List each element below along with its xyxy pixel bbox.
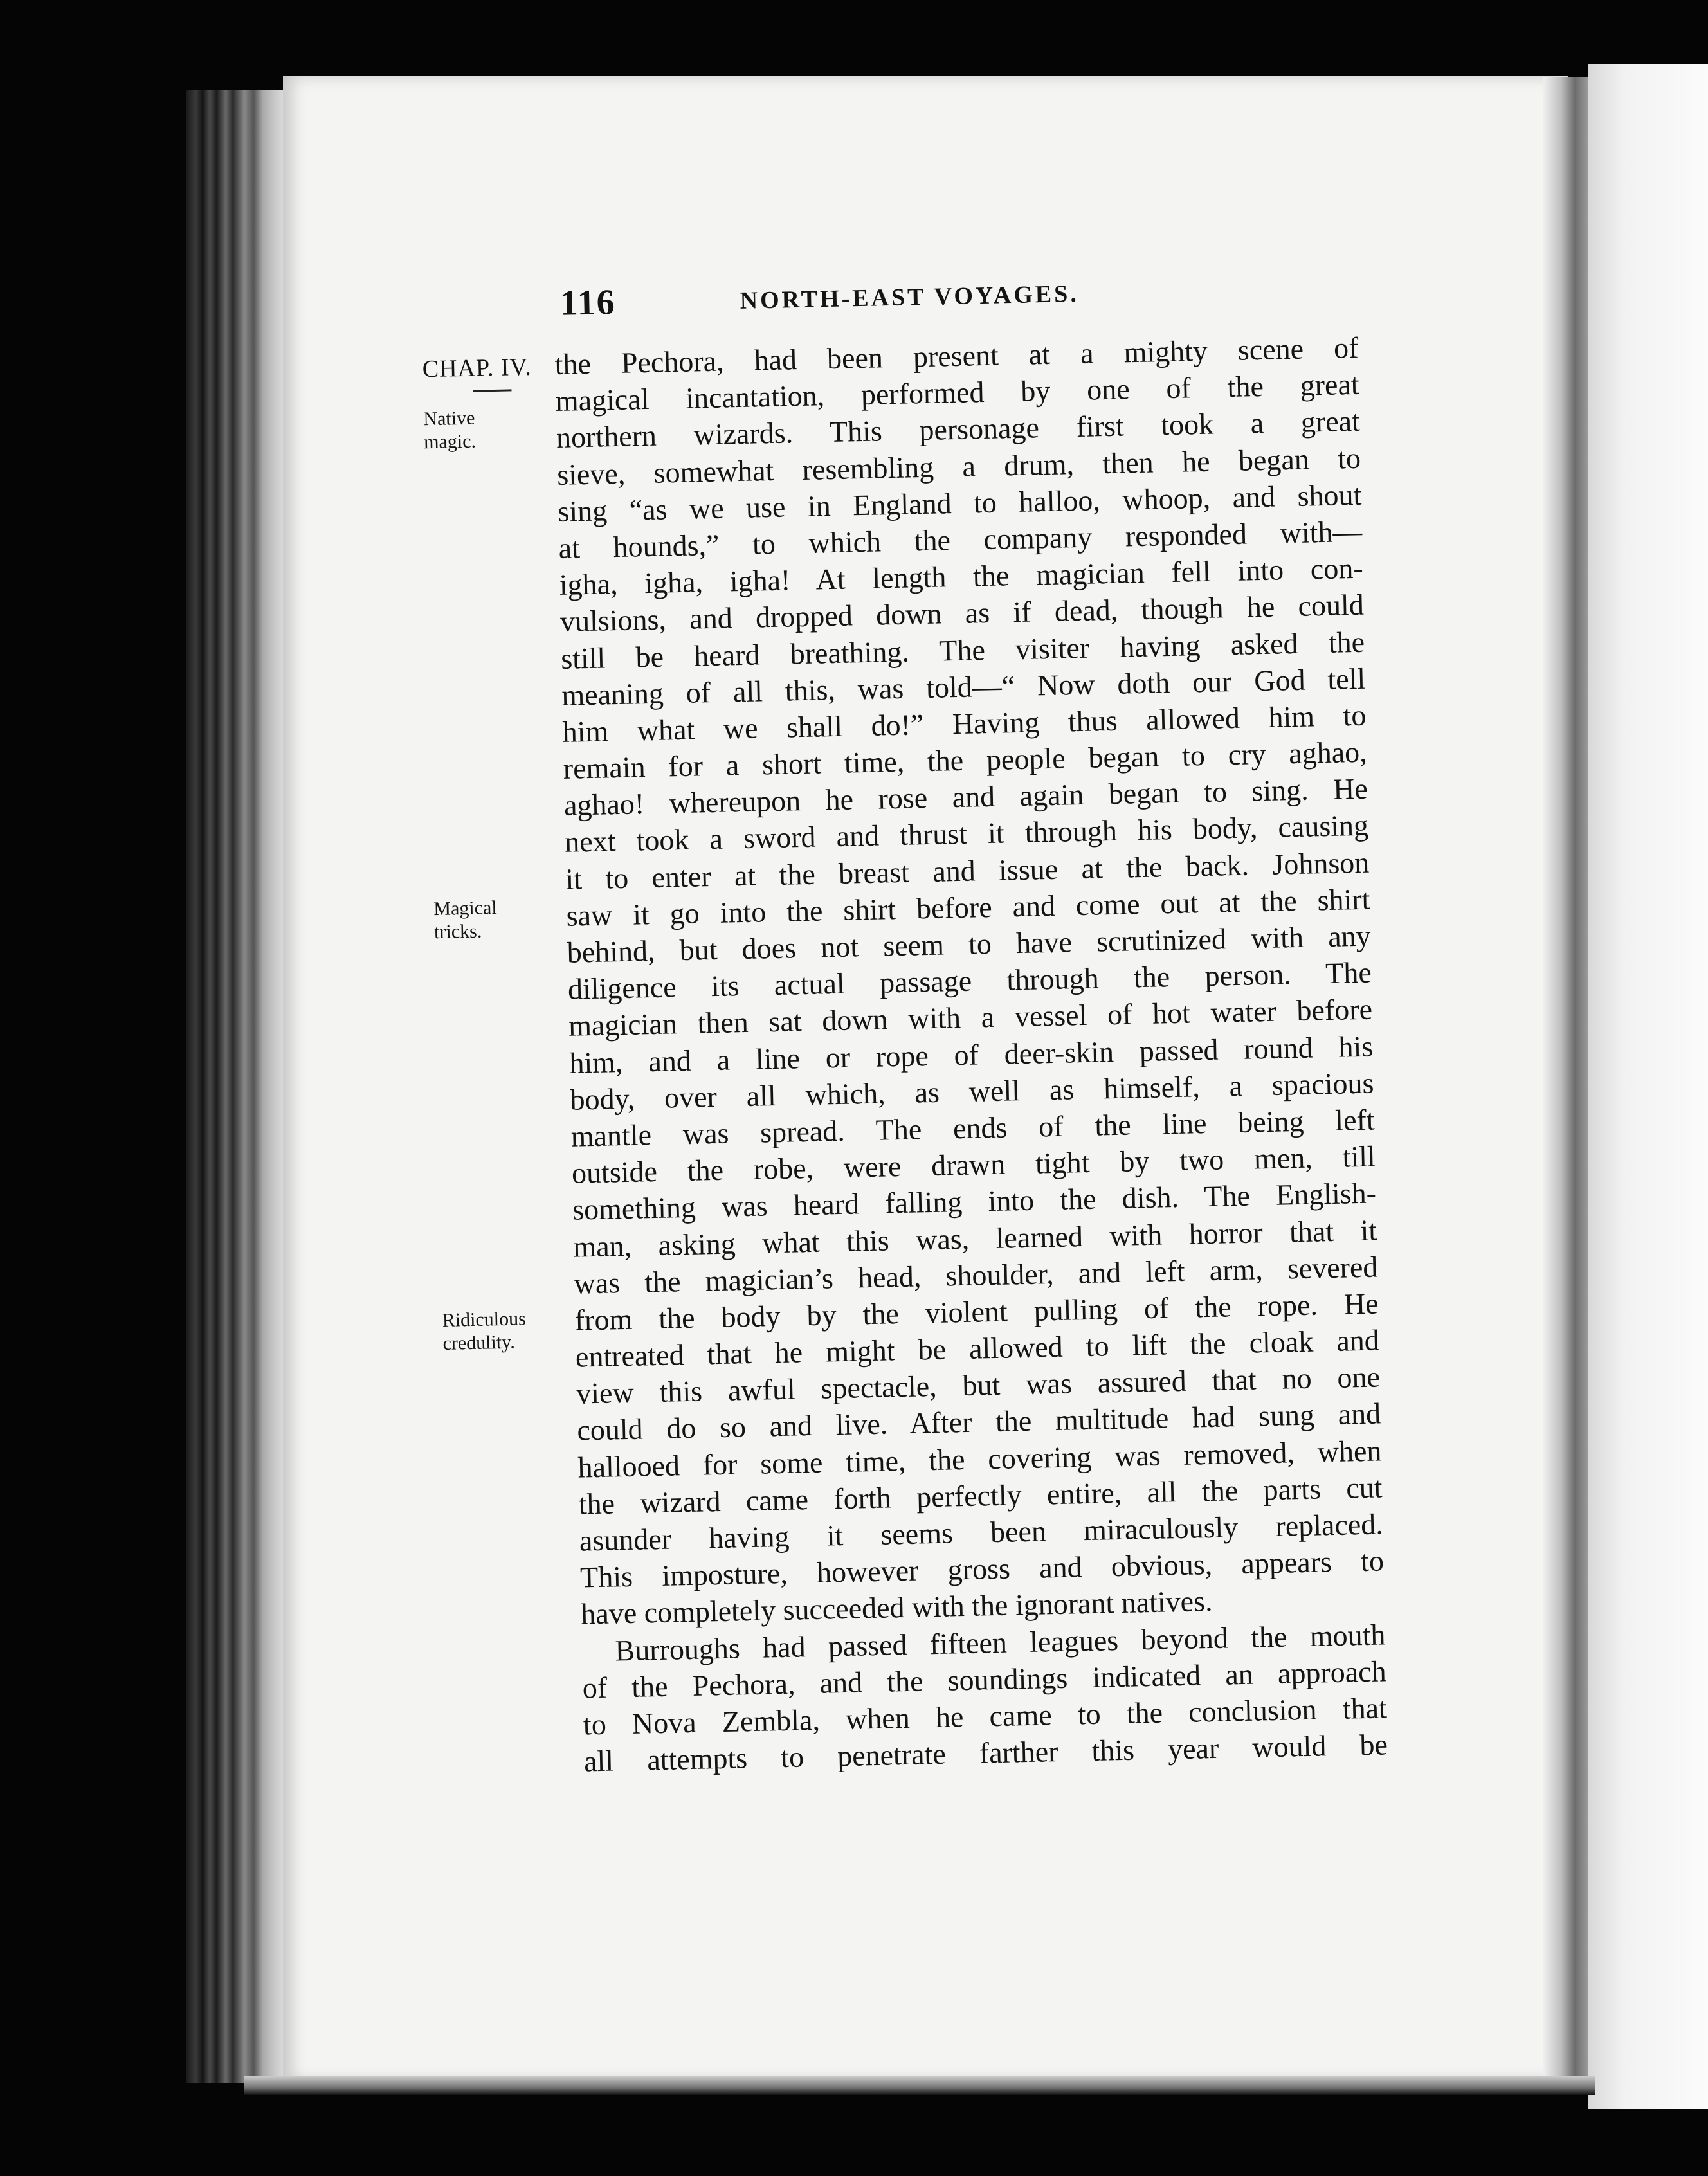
text-line: was the magician’s head, shoulder, and left arm, severed <box>574 1250 1378 1300</box>
text-line: Burroughs had passed fifteen leagues beyond the mouth <box>615 1617 1386 1667</box>
text-line: the Pechora, had been present at a mighty scene of <box>554 331 1359 381</box>
text-line: have completely succeeded with the ignorant natives. <box>580 1584 1213 1631</box>
text-line: saw it go into the shirt before and come out at the shirt <box>566 882 1370 932</box>
margin-note-ridiculous-credulity <box>442 1307 526 1355</box>
text-line: behind, but does not seem to have scrutinized with any <box>567 919 1372 969</box>
text-line: northern wizards. This personage first took a great <box>556 404 1361 455</box>
text-line: body, over all which, as well as himself, a spacious <box>570 1066 1374 1116</box>
margin-note-line: Magical <box>433 897 497 920</box>
running-head-title: NORTH-EAST VOYAGES. <box>740 280 1080 314</box>
body-text <box>554 329 1388 1780</box>
text-line: could do so and live. After the multitude had sung and <box>576 1397 1381 1447</box>
bottom-page-edge <box>244 2076 1595 2095</box>
text-line: to Nova Zembla, when he came to the conclusion that <box>583 1691 1388 1741</box>
text-line: asunder having it seems been miraculously replaced. <box>579 1507 1384 1557</box>
text-line: magical incantation, performed by one of the great <box>555 367 1360 418</box>
text-line: it to enter at the breast and issue at the back. Johnson <box>565 846 1370 896</box>
text-line: outside the robe, were drawn tight by two men, till <box>571 1139 1376 1190</box>
text-line: all attempts to penetrate farther this year would be <box>583 1728 1388 1778</box>
page-gutter <box>1543 77 1588 2083</box>
chapter-label: CHAP. IV. <box>422 353 532 383</box>
text-line: This imposture, however gross and obvious, appears to <box>579 1544 1385 1594</box>
margin-note-line: credulity. <box>442 1331 516 1354</box>
text-line: sieve, somewhat resembling a drum, then he began to <box>556 441 1361 491</box>
facing-page-edge <box>1588 64 1708 2109</box>
text-line: him what we shall do!” Having thus allowed him to <box>562 698 1367 748</box>
text-line: mantle was spread. The ends of the line being left <box>570 1103 1376 1153</box>
text-line: something was heard falling into the dish. The English- <box>572 1176 1377 1226</box>
text-line: vulsions, and dropped down as if dead, though he could <box>559 588 1365 639</box>
text-line: view this awful spectacle, but was assured that no one <box>576 1360 1381 1410</box>
margin-note-native-magic <box>423 407 476 455</box>
text-line: aghao! whereupon he rose and again began to sing. He <box>563 772 1368 822</box>
text-line: entreated that he might be allowed to lift the cloak and <box>575 1323 1380 1374</box>
margin-note-magical-tricks <box>433 896 498 944</box>
margin-note-line: Ridiculous <box>442 1308 527 1331</box>
text-line: next took a sword and thrust it through his body, causing <box>564 809 1369 859</box>
text-line: at hounds,” to which the company responded with— <box>558 514 1363 565</box>
text-line: man, asking what this was, learned with horror that it <box>572 1213 1377 1264</box>
text-line: magician then sat down with a vessel of hot water before <box>568 992 1373 1043</box>
text-line: hallooed for some time, the covering was removed, when <box>577 1434 1382 1484</box>
text-line: of the Pechora, and the soundings indicated an approach <box>582 1655 1387 1705</box>
text-line: from the body by the violent pulling of the rope. He <box>574 1287 1379 1337</box>
margin-note-line: magic. <box>423 430 477 453</box>
text-line: him, and a line or rope of deer-skin passed round his <box>568 1029 1374 1080</box>
page-number: 116 <box>559 282 617 323</box>
text-line: meaning of all this, was told—“ Now doth our God tell <box>561 662 1366 712</box>
text-line: igha, igha, igha! At length the magician fell into con- <box>559 551 1364 602</box>
text-line: still be heard breathing. The visiter having asked the <box>560 625 1365 675</box>
margin-note-line: tricks. <box>433 920 482 943</box>
text-line: diligence its actual passage through the person. The <box>567 956 1372 1006</box>
text-line: sing “as we use in England to halloo, whoop, and shout <box>557 478 1362 528</box>
margin-note-line: Native <box>423 407 475 430</box>
text-line: the wizard came forth perfectly entire, all the parts cut <box>578 1471 1383 1521</box>
text-line: remain for a short time, the people began to cry aghao, <box>563 735 1368 785</box>
